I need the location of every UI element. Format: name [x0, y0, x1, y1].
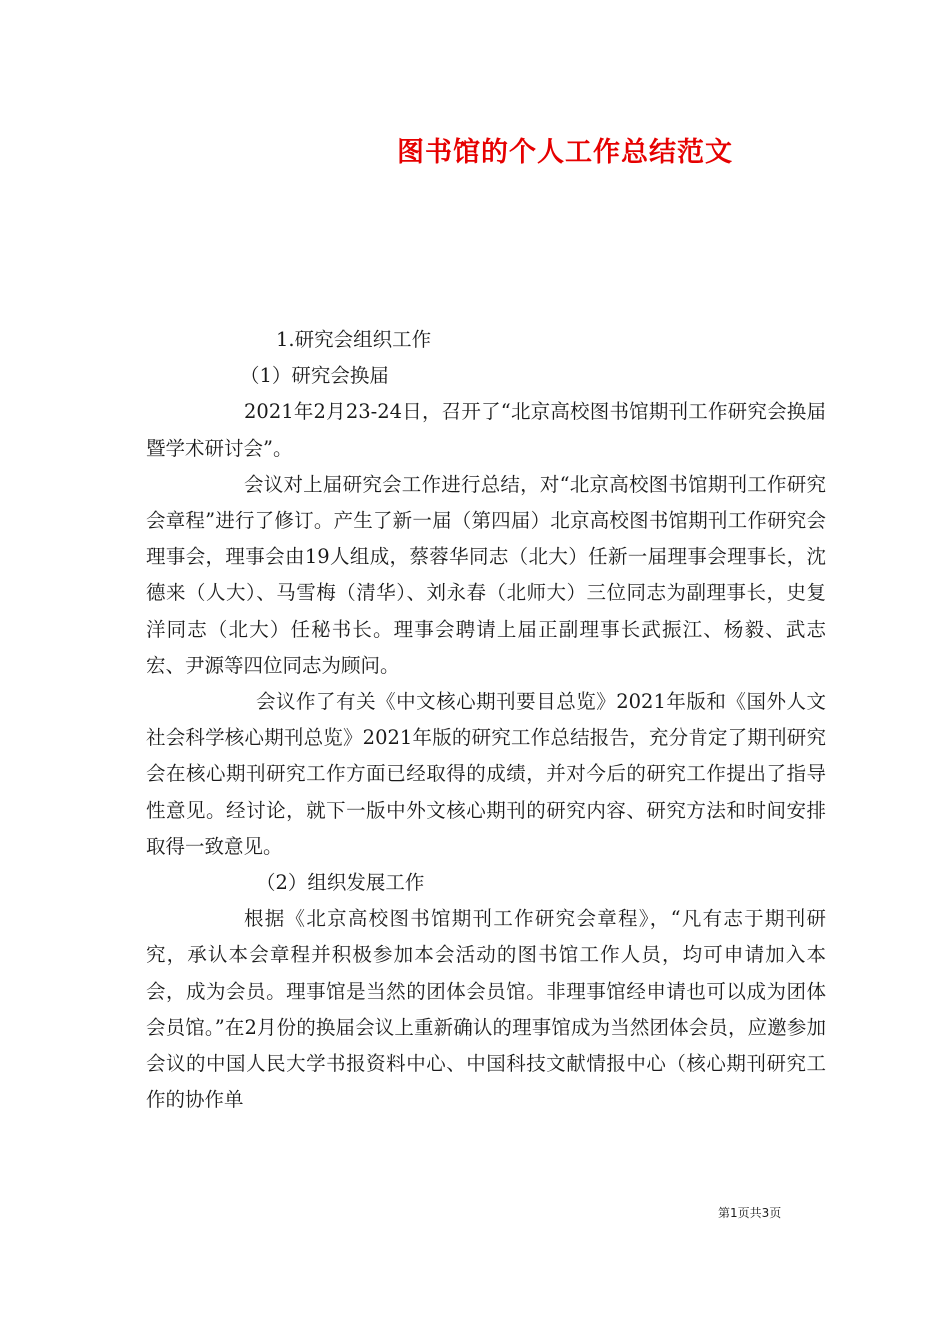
paragraph-core-journals-report: 会议作了有关《中文核心期刊要目总览》2021年版和《国外人文社会科学核心期刊总览》2021年版的研究工作总结报告，充分肯定了期刊研究会在核心期刊研究工作方面已经取得的成绩，并对今后的研究工作提出了指导性意见。经讨论，就下一版中外文核心期刊的研究内容、研究方法和时间安排取得一致意见。 [146, 690, 826, 858]
paragraph-council-election: 会议对上届研究会工作进行总结，对“北京高校图书馆期刊工作研究会章程”进行了修订。产生了新一届（第四届）北京高校图书馆期刊工作研究会理事会，理事会由19人组成，蔡蓉华同志（北大）任新一届理事会理事长，沈德来（人大）、马雪梅（清华）、刘永春（北师大）三位同志为副理事长，史复洋同志（北大）任秘书长。理事会聘请上届正副理事长武振江、杨毅、武志宏、尹源等四位同志为顾问。 [146, 472, 826, 677]
section-heading: 1.研究会组织工作 [276, 328, 432, 351]
page-number-footer: 第1页共3页 [718, 1206, 782, 1220]
paragraph-meeting-date: 2021年2月23-24日，召开了“北京高校图书馆期刊工作研究会换届暨学术研讨会”。 [146, 400, 826, 460]
document-title: 图书馆的个人工作总结范文 [397, 137, 733, 168]
document-body [146, 322, 826, 1118]
subheading-reorganization: （1）研究会换届 [240, 364, 389, 388]
subheading-organization-development: （2）组织发展工作 [256, 871, 425, 895]
paragraph-membership-rules: 根据《北京高校图书馆期刊工作研究会章程》，“凡有志于期刊研究，承认本会章程并积极参加本会活动的图书馆工作人员，均可申请加入本会，成为会员。理事馆是当然的团体会员馆。非理事馆经申请也可以成为团体会员馆。”在2月份的换届会议上重新确认的理事馆成为当然团体会员，应邀参加会议的中国人民大学书报资料中心、中国科技文献情报中心（核心期刊研究工作的协作单 [146, 907, 826, 1112]
